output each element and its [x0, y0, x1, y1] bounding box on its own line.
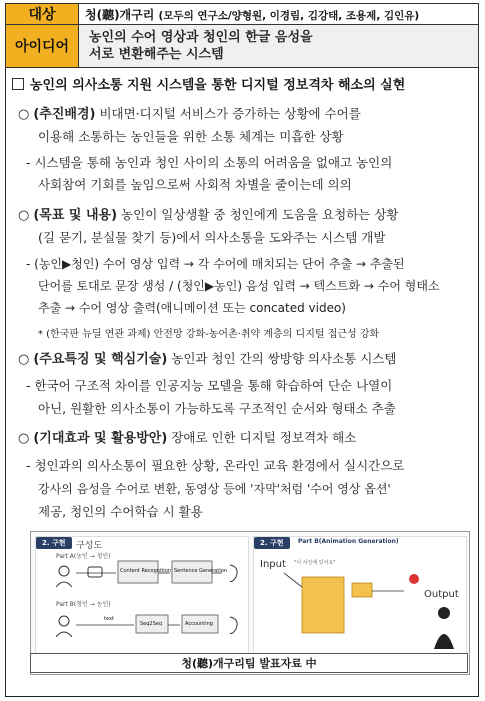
effect-text-1: 장애로 인한 디지털 정보격차 해소 [171, 430, 357, 445]
process-block [302, 577, 344, 633]
target-label: 대상 [6, 4, 79, 25]
idea-line-2: 서로 변환해주는 시스템 [89, 47, 224, 62]
right-diagram-svg [254, 537, 466, 653]
background-sub-1: - 시스템을 통해 농인과 청인 사이의 소통의 어려움을 없애고 농인의 [26, 155, 393, 170]
circle-bullet-icon: ○ [18, 208, 30, 223]
left-panel-tag: 2. 구현 [36, 537, 72, 549]
background-line-1 [18, 103, 361, 126]
process-block [352, 583, 372, 597]
background-sub-1-text: 시스템을 통해 농인과 청인 사이의 소통의 어려움을 없애고 농인의 [34, 155, 393, 170]
goal-sub-1-text: (농인▶청인) 수어 영상 입력 → 각 수어에 매치되는 단어 추출 → 추출된 [34, 257, 405, 271]
effect-sub-3: 제공, 청인의 수어학습 시 활용 [38, 504, 203, 519]
team-members: (모두의 연구소/양형원, 이경림, 김강태, 조용제, 김인유) [158, 9, 420, 22]
background-text-1: 비대면·디지털 서비스가 증가하는 상황에 수어를 [99, 106, 361, 121]
checkbox-square-icon [12, 78, 24, 90]
goal-sub-1: - (농인▶청인) 수어 영상 입력 → 각 수어에 매치되는 단어 추출 → 추출된 [26, 257, 405, 271]
background-line-2: 이용해 소통하는 농인들을 위한 소통 체계는 미흡한 상황 [38, 129, 344, 144]
left-diagram-svg [36, 537, 248, 653]
goal-sub-3: 추출 → 수어 영상 출력(애니메이션 또는 concated video) [38, 301, 346, 315]
team-info [79, 4, 479, 25]
part-a-label: Part A(농인 → 청인) [56, 553, 111, 560]
flow-arrow [284, 573, 302, 587]
figure-right-panel [253, 536, 467, 654]
left-panel-subtitle: 구성도 [76, 541, 103, 551]
effect-heading: (기대효과 및 활용방안) [33, 431, 168, 446]
team-name: 청(聽)개구리 [85, 7, 155, 22]
sentence-generation-label: Sentence Generation [174, 568, 227, 574]
effect-sub-1-text: 청인과의 의사소통이 필요한 상황, 온라인 교육 환경에서 실시간으로 [34, 458, 405, 473]
input-note: "이 사진에 있어요" [294, 560, 336, 566]
seq2seq-label: Seq2Seq [140, 621, 163, 627]
idea-label: 아이디어 [6, 25, 79, 68]
right-panel-tag: 2. 구현 [254, 537, 290, 549]
circle-bullet-icon: ○ [18, 431, 30, 446]
feature-sub-1: - 한국어 구조적 차이를 인공지능 모델을 통해 학습하여 단순 나열이 [26, 378, 393, 393]
right-panel-title: Part B(Animation Generation) [298, 538, 399, 545]
main-title [12, 74, 405, 93]
ear-icon [230, 617, 237, 634]
circle-bullet-icon: ○ [18, 352, 30, 367]
ear-icon [230, 565, 237, 582]
effect-sub-1: - 청인과의 의사소통이 필요한 상황, 온라인 교육 환경에서 실시간으로 [26, 458, 405, 473]
content-recognition-label: Content Recognition [120, 568, 171, 574]
text-label: text [104, 616, 114, 622]
goal-note: * (한국판 뉴딜 연관 과제) 안전망 강화-농어촌·취약 계층의 디지털 접근성 강화 [38, 329, 380, 340]
feature-sub-2: 아닌, 원활한 의사소통이 가능하도록 구조적인 순서와 형태소 추출 [38, 401, 396, 416]
effect-sub-2: 강사의 음성을 수어로 변환, 동영상 등에 '자막'처럼 '수어 영상 옵션' [38, 482, 391, 496]
feature-text-1: 농인과 청인 간의 쌍방향 의사소통 시스템 [171, 351, 397, 366]
goal-sub-2: 단어를 토대로 문장 생성 / (청인▶농인) 음성 입력 → 텍스트화 → 수어 형태소 [38, 279, 440, 293]
main-title-text: 농인의 의사소통 지원 시스템을 통한 디지털 정보격차 해소의 실현 [30, 78, 406, 93]
camera-icon [88, 567, 102, 577]
goal-line-1 [18, 204, 398, 227]
feature-heading: (주요특징 및 핵심기술) [33, 352, 168, 367]
input-label: Input [260, 559, 286, 570]
background-sub-2: 사회참여 기회를 높임으로써 사회적 차별을 줄이는데 의의 [38, 177, 352, 192]
goal-line-2: (길 묻기, 분실물 찾기 등)에서 의사소통을 도와주는 시스템 개발 [38, 230, 386, 245]
person-icon [56, 616, 72, 637]
avatar-figure-icon [434, 607, 454, 649]
output-label: Output [424, 589, 459, 600]
effect-line-1 [18, 427, 356, 450]
part-b-label: Part B(청인 → 농인) [56, 601, 111, 608]
figure-caption: 청(聽)개구리팀 발표자료 中 [30, 653, 468, 673]
feature-line-1 [18, 348, 396, 371]
idea-title [79, 25, 479, 68]
header-table [5, 3, 479, 68]
person-icon [56, 566, 72, 587]
feature-sub-1-text: 한국어 구조적 차이를 인공지능 모델을 통해 학습하여 단순 나열이 [34, 378, 393, 393]
idea-line-1: 농인의 수어 영상과 청인의 한글 음성을 [89, 30, 313, 45]
goal-heading: (목표 및 내용) [33, 208, 118, 223]
accounting-label: Accounting [185, 621, 213, 627]
database-icon [409, 574, 419, 584]
figure-left-panel [35, 536, 249, 654]
background-heading: (추진배경) [33, 107, 96, 122]
goal-text-1: 농인이 일상생활 중 청인에게 도움을 요청하는 상황 [121, 207, 399, 222]
circle-bullet-icon: ○ [18, 107, 30, 122]
